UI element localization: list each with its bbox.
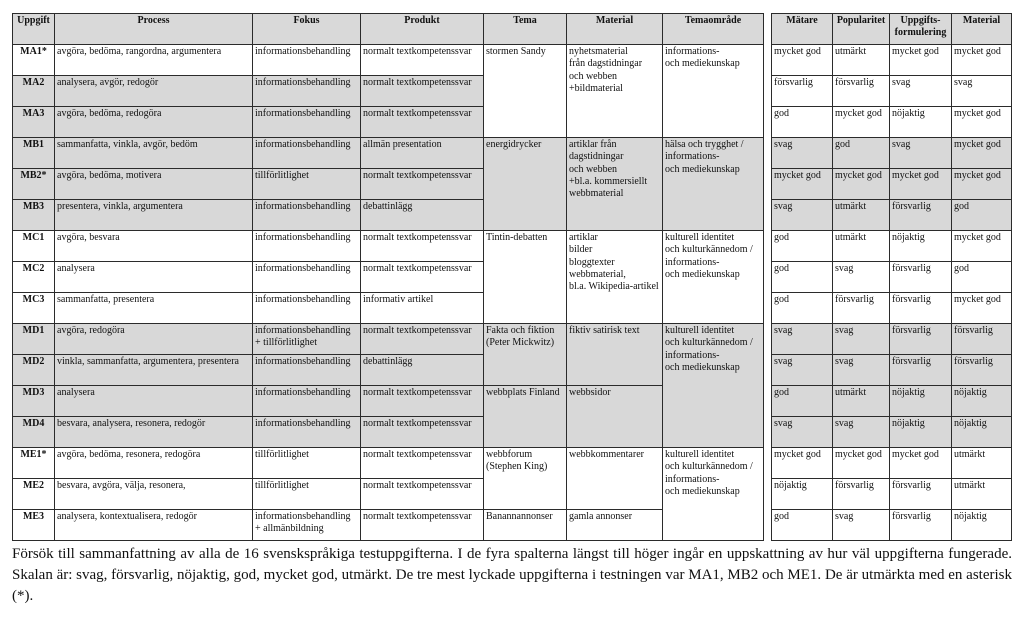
rating-popularitet: utmärkt	[833, 200, 890, 231]
rating-formulering: mycket god	[890, 169, 952, 200]
rating-popularitet: mycket god	[833, 448, 890, 479]
process-cell: avgöra, redogöra	[55, 324, 253, 355]
temaomrade-cell: kulturell identitet och kulturkännedom / informations- och mediekunskap	[663, 231, 764, 324]
rating-matare: god	[772, 386, 833, 417]
fokus-cell: tillförlitlighet	[253, 479, 361, 510]
rating-material: utmärkt	[952, 448, 1012, 479]
material-cell: fiktiv satirisk text	[567, 324, 663, 386]
rating-popularitet: utmärkt	[833, 45, 890, 76]
produkt-cell: normalt textkompetenssvar	[361, 417, 484, 448]
rating-row	[772, 417, 1012, 448]
material-cell: webbkommentarer	[567, 448, 663, 510]
produkt-cell: normalt textkompetenssvar	[361, 45, 484, 76]
task-id: MD4	[13, 417, 55, 448]
rating-matare: mycket god	[772, 169, 833, 200]
temaomrade-cell: informations- och mediekunskap	[663, 45, 764, 138]
rating-material: mycket god	[952, 169, 1012, 200]
rating-table	[771, 13, 1012, 541]
rating-formulering: försvarlig	[890, 293, 952, 324]
produkt-cell: normalt textkompetenssvar	[361, 76, 484, 107]
fokus-cell: informationsbehandling + allmänbildning	[253, 510, 361, 541]
rating-matare: mycket god	[772, 448, 833, 479]
header-produkt: Produkt	[361, 14, 484, 45]
process-cell: analysera	[55, 262, 253, 293]
produkt-cell: normalt textkompetenssvar	[361, 510, 484, 541]
produkt-cell: normalt textkompetenssvar	[361, 386, 484, 417]
rating-popularitet: svag	[833, 510, 890, 541]
material-cell: artiklar bilder bloggtexter webbmaterial, bl.a. Wikipedia-artikel	[567, 231, 663, 324]
produkt-cell: normalt textkompetenssvar	[361, 448, 484, 479]
rating-formulering: mycket god	[890, 448, 952, 479]
fokus-cell: tillförlitlighet	[253, 169, 361, 200]
temaomrade-cell: kulturell identitet och kulturkännedom / informations- och mediekunskap	[663, 324, 764, 448]
rating-formulering: nöjaktig	[890, 417, 952, 448]
rating-row	[772, 45, 1012, 76]
process-cell: besvara, avgöra, välja, resonera,	[55, 479, 253, 510]
rating-popularitet: mycket god	[833, 169, 890, 200]
tema-cell: Fakta och fiktion (Peter Mickwitz)	[484, 324, 567, 386]
task-id: MC3	[13, 293, 55, 324]
fokus-cell: informationsbehandling	[253, 76, 361, 107]
task-id: ME1*	[13, 448, 55, 479]
rating-formulering: försvarlig	[890, 324, 952, 355]
task-id: MD3	[13, 386, 55, 417]
rating-material: nöjaktig	[952, 510, 1012, 541]
produkt-cell: normalt textkompetenssvar	[361, 107, 484, 138]
rating-formulering: försvarlig	[890, 200, 952, 231]
header-uppgiftsformulering: Uppgifts-formulering	[890, 14, 952, 45]
rating-row	[772, 479, 1012, 510]
fokus-cell: informationsbehandling	[253, 386, 361, 417]
task-id: MB1	[13, 138, 55, 169]
rating-formulering: nöjaktig	[890, 231, 952, 262]
produkt-cell: normalt textkompetenssvar	[361, 231, 484, 262]
rating-material: mycket god	[952, 107, 1012, 138]
rating-formulering: försvarlig	[890, 510, 952, 541]
rating-popularitet: svag	[833, 355, 890, 386]
process-cell: presentera, vinkla, argumentera	[55, 200, 253, 231]
rating-row	[772, 76, 1012, 107]
header-tema: Tema	[484, 14, 567, 45]
fokus-cell: informationsbehandling	[253, 138, 361, 169]
task-id: MB3	[13, 200, 55, 231]
produkt-cell: informativ artikel	[361, 293, 484, 324]
rating-matare: svag	[772, 355, 833, 386]
task-id: MA1*	[13, 45, 55, 76]
rating-row	[772, 386, 1012, 417]
rating-row	[772, 231, 1012, 262]
material-cell: nyhetsmaterial från dagstidningar och webben +bildmaterial	[567, 45, 663, 138]
rating-formulering: mycket god	[890, 45, 952, 76]
process-cell: sammanfatta, presentera	[55, 293, 253, 324]
table-row	[13, 510, 764, 541]
fokus-cell: informationsbehandling + tillförlitlighet	[253, 324, 361, 355]
header-temaomrade: Temaområde	[663, 14, 764, 45]
rating-header-row	[772, 14, 1012, 45]
table-area	[12, 13, 1011, 535]
rating-material: god	[952, 200, 1012, 231]
table-caption: Försök till sammanfattning av alla de 16 svenskspråkiga testuppgifterna. I de fyra spalterna längst till höger ingår en uppskattning av hur väl uppgifterna fungerade. Skalan är: svag, försvarlig, nöjaktig, god, mycket god, utmärkt. De tre mest lyckade uppgifterna i testningen var MA1, MB2 och ME1. De är utmärkta med en asterisk (*).	[12, 546, 1012, 604]
tema-cell: energidrycker	[484, 138, 567, 231]
produkt-cell: debattinlägg	[361, 355, 484, 386]
task-id: ME2	[13, 479, 55, 510]
rating-material: mycket god	[952, 45, 1012, 76]
table-row	[13, 138, 764, 169]
process-cell: analysera, avgör, redogör	[55, 76, 253, 107]
tema-cell: Banannannonser	[484, 510, 567, 541]
rating-matare: svag	[772, 200, 833, 231]
tema-cell: stormen Sandy	[484, 45, 567, 138]
rating-formulering: försvarlig	[890, 479, 952, 510]
rating-material: god	[952, 262, 1012, 293]
rating-popularitet: svag	[833, 262, 890, 293]
process-cell: vinkla, sammanfatta, argumentera, presentera	[55, 355, 253, 386]
process-cell: avgöra, bedöma, resonera, redogöra	[55, 448, 253, 479]
rating-popularitet: svag	[833, 417, 890, 448]
rating-material: försvarlig	[952, 324, 1012, 355]
process-cell: avgöra, besvara	[55, 231, 253, 262]
fokus-cell: informationsbehandling	[253, 231, 361, 262]
fokus-cell: tillförlitlighet	[253, 448, 361, 479]
header-process: Process	[55, 14, 253, 45]
rating-material: mycket god	[952, 231, 1012, 262]
produkt-cell: normalt textkompetenssvar	[361, 324, 484, 355]
rating-material: nöjaktig	[952, 386, 1012, 417]
rating-row	[772, 448, 1012, 479]
header-rating-material: Material	[952, 14, 1012, 45]
rating-popularitet: försvarlig	[833, 293, 890, 324]
fokus-cell: informationsbehandling	[253, 262, 361, 293]
task-id: MA3	[13, 107, 55, 138]
material-cell: webbsidor	[567, 386, 663, 448]
tema-cell: webbplats Finland	[484, 386, 567, 448]
table-row	[13, 324, 764, 355]
rating-row	[772, 355, 1012, 386]
rating-formulering: nöjaktig	[890, 107, 952, 138]
rating-matare: mycket god	[772, 45, 833, 76]
temaomrade-cell: kulturell identitet och kulturkännedom / informations- och mediekunskap	[663, 448, 764, 541]
header-material: Material	[567, 14, 663, 45]
rating-matare: god	[772, 107, 833, 138]
process-cell: analysera, kontextualisera, redogör	[55, 510, 253, 541]
fokus-cell: informationsbehandling	[253, 45, 361, 76]
rating-row	[772, 324, 1012, 355]
table-row	[13, 231, 764, 262]
header-uppgift: Uppgift	[13, 14, 55, 45]
task-id: MB2*	[13, 169, 55, 200]
header-popularitet: Popularitet	[833, 14, 890, 45]
process-cell: avgöra, bedöma, motivera	[55, 169, 253, 200]
task-id: MD1	[13, 324, 55, 355]
rating-popularitet: försvarlig	[833, 76, 890, 107]
rating-material: nöjaktig	[952, 417, 1012, 448]
rating-formulering: försvarlig	[890, 262, 952, 293]
process-cell: avgöra, bedöma, redogöra	[55, 107, 253, 138]
rating-material: svag	[952, 76, 1012, 107]
rating-popularitet: mycket god	[833, 107, 890, 138]
produkt-cell: normalt textkompetenssvar	[361, 479, 484, 510]
process-cell: besvara, analysera, resonera, redogör	[55, 417, 253, 448]
rating-popularitet: svag	[833, 324, 890, 355]
rating-material: mycket god	[952, 138, 1012, 169]
tema-cell: Tintin-debatten	[484, 231, 567, 324]
rating-row	[772, 262, 1012, 293]
fokus-cell: informationsbehandling	[253, 107, 361, 138]
process-cell: analysera	[55, 386, 253, 417]
rating-formulering: nöjaktig	[890, 386, 952, 417]
task-id: MC1	[13, 231, 55, 262]
rating-material: mycket god	[952, 293, 1012, 324]
rating-matare: försvarlig	[772, 76, 833, 107]
rating-popularitet: god	[833, 138, 890, 169]
fokus-cell: informationsbehandling	[253, 355, 361, 386]
header-matare: Mätare	[772, 14, 833, 45]
rating-matare: god	[772, 231, 833, 262]
rating-matare: god	[772, 262, 833, 293]
fokus-cell: informationsbehandling	[253, 417, 361, 448]
header-fokus: Fokus	[253, 14, 361, 45]
produkt-cell: debattinlägg	[361, 200, 484, 231]
fokus-cell: informationsbehandling	[253, 293, 361, 324]
process-cell: avgöra, bedöma, rangordna, argumentera	[55, 45, 253, 76]
rating-material: försvarlig	[952, 355, 1012, 386]
process-cell: sammanfatta, vinkla, avgör, bedöm	[55, 138, 253, 169]
rating-row	[772, 200, 1012, 231]
task-id: MD2	[13, 355, 55, 386]
rating-material: utmärkt	[952, 479, 1012, 510]
task-id: ME3	[13, 510, 55, 541]
summary-table	[12, 13, 764, 541]
rating-formulering: svag	[890, 76, 952, 107]
header-row	[13, 14, 764, 45]
rating-popularitet: utmärkt	[833, 386, 890, 417]
table-row	[13, 448, 764, 479]
rating-matare: nöjaktig	[772, 479, 833, 510]
rating-matare: svag	[772, 138, 833, 169]
rating-row	[772, 169, 1012, 200]
rating-matare: god	[772, 510, 833, 541]
rating-matare: svag	[772, 417, 833, 448]
table-row	[13, 386, 764, 417]
produkt-cell: normalt textkompetenssvar	[361, 262, 484, 293]
tema-cell: webbforum (Stephen King)	[484, 448, 567, 510]
produkt-cell: normalt textkompetenssvar	[361, 169, 484, 200]
rating-formulering: svag	[890, 138, 952, 169]
task-id: MC2	[13, 262, 55, 293]
rating-popularitet: försvarlig	[833, 479, 890, 510]
rating-row	[772, 293, 1012, 324]
rating-row	[772, 107, 1012, 138]
produkt-cell: allmän presentation	[361, 138, 484, 169]
rating-row	[772, 510, 1012, 541]
material-cell: gamla annonser	[567, 510, 663, 541]
rating-matare: god	[772, 293, 833, 324]
material-cell: artiklar från dagstidningar och webben +bl.a. kommersiellt webbmaterial	[567, 138, 663, 231]
rating-formulering: försvarlig	[890, 355, 952, 386]
fokus-cell: informationsbehandling	[253, 200, 361, 231]
rating-row	[772, 138, 1012, 169]
rating-popularitet: utmärkt	[833, 231, 890, 262]
task-id: MA2	[13, 76, 55, 107]
temaomrade-cell: hälsa och trygghet / informations- och mediekunskap	[663, 138, 764, 231]
rating-matare: svag	[772, 324, 833, 355]
table-row	[13, 45, 764, 76]
